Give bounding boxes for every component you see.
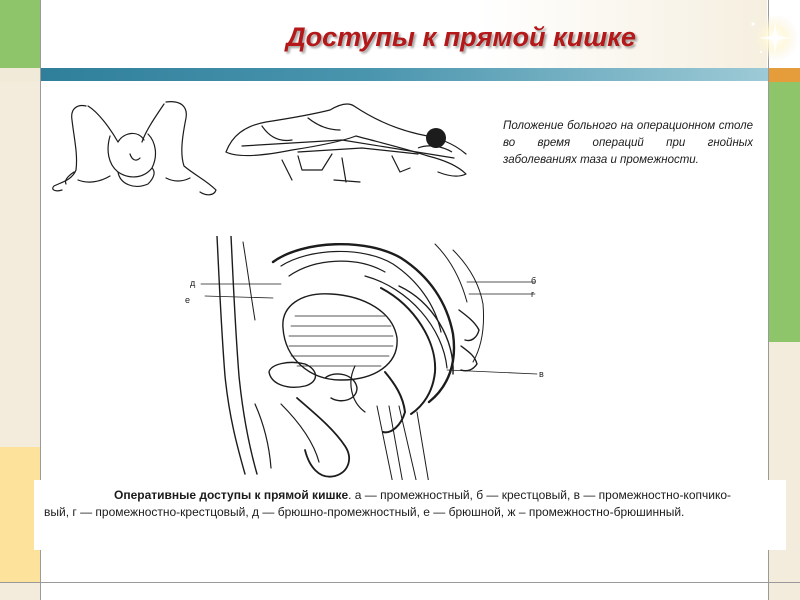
figure-label: е <box>185 295 191 305</box>
sparkle-icon <box>741 6 800 64</box>
left-beige-panel <box>0 82 40 447</box>
title-underline-bar <box>41 68 768 81</box>
pelvis-sagittal-section-figure <box>185 236 560 486</box>
caption-heading: Оперативные доступы к прямой кишке <box>114 488 349 502</box>
patient-lithotomy-illustration <box>48 98 220 206</box>
left-band-cell <box>0 68 40 82</box>
title-area <box>41 0 767 68</box>
operating-table-illustration <box>222 96 474 188</box>
caption-line1: . а — промежностный, б — крестцовый, в — промежностно-копчико- <box>348 488 731 502</box>
slide-title: Доступы к прямой кишке <box>286 22 636 52</box>
figure-label: б <box>531 276 537 286</box>
approaches-caption <box>0 487 800 521</box>
corner-green-block <box>0 0 40 68</box>
right-orange-cell <box>768 68 800 82</box>
bottom-left-cell <box>0 582 40 600</box>
right-green-panel <box>768 82 800 342</box>
figure-label: д <box>190 278 196 288</box>
caption-line2: вый, г — промежностно-крестцовый, д — брюшно-промежностный, е — брюшной, ж – промежностно-брюшинный. <box>44 505 685 519</box>
figure-label: в <box>539 369 544 379</box>
grid-line-bottom <box>0 582 800 583</box>
position-caption: Положение больного на операционном столе во время операций при гнойных заболеваниях таза и промежности. <box>503 120 753 166</box>
bottom-right-cell <box>768 582 800 600</box>
figure-label: г <box>531 289 535 299</box>
